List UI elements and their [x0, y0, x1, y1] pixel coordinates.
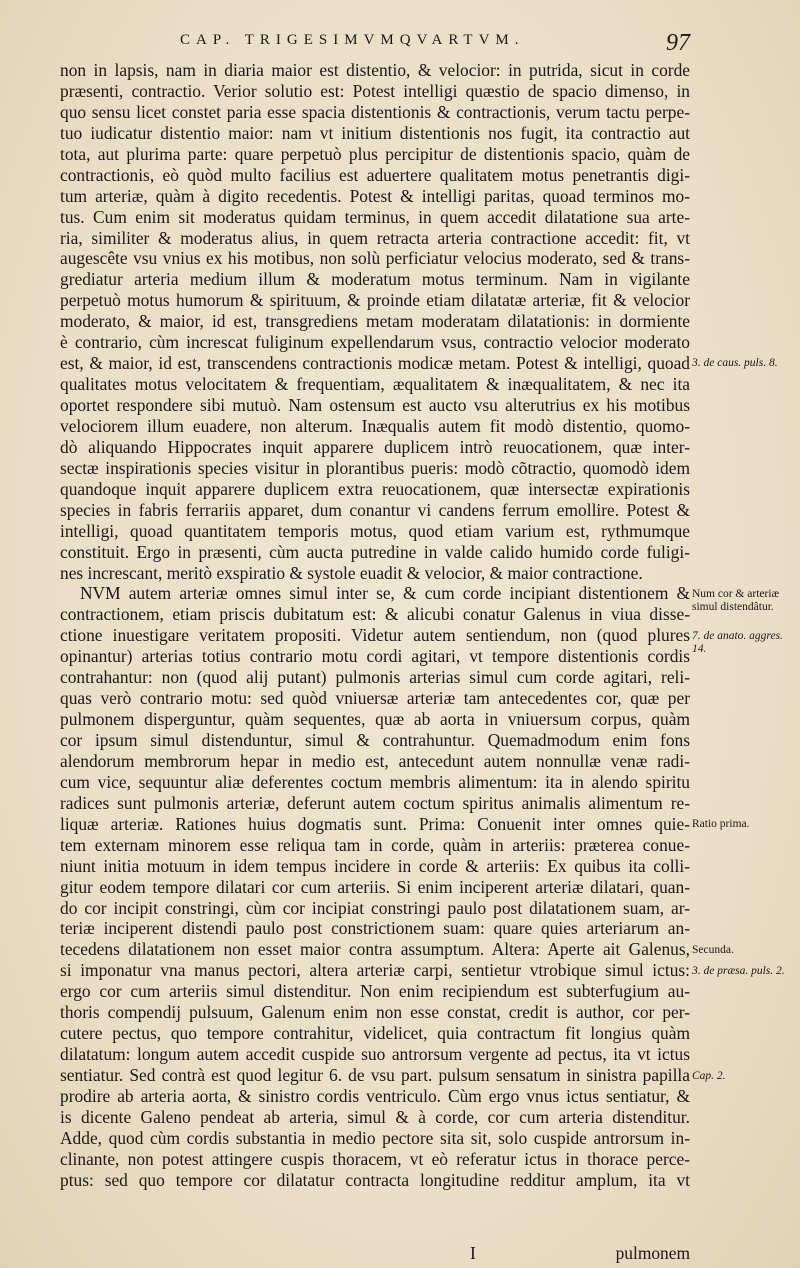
text-line: niunt initia motuum in idem tempus incidere in corde & arteriis: Ex quibus ita colli- — [60, 855, 690, 876]
text-line: ctione inuestigare veritatem propositi. Videtur autem sentiendum, non (quod plures — [60, 625, 690, 646]
margin-note: Cap. 2. — [692, 1069, 726, 1082]
text-line: clinante, non potest attingere cuspis thoracem, vt eò referatur ictus in thorace perce- — [60, 1148, 690, 1169]
text-line: NVM autem arteriæ omnes simul inter se, & cum corde incipiant distentionem & — [80, 583, 690, 604]
text-line: opinantur) arterias totius contrario motu cordi agitari, vt tempore distentionis cordis — [60, 646, 690, 667]
text-line: tus. Cum enim sit moderatus quidam terminus, in quem accedit dilatatione sua arte- — [60, 206, 690, 227]
running-title: CAP. TRIGESIMVMQVARTVM. — [180, 32, 525, 48]
text-line: dilatatum: longum autem accedit cuspide suo antrorsum vergente ad pectus, ita vt ictus — [60, 1044, 690, 1065]
text-line: est, & maior, id est, transcendens contractionis modicæ metam. Potest & intelligi, quoad — [60, 353, 690, 374]
text-line: constituit. Ergo in præsenti, cùm aucta putredine in valde calido humido corde fuligi- — [60, 541, 690, 562]
text-line: perpetuò motus humorum & spirituum, & proinde etiam dilatatæ arteriæ, fit & velocior — [60, 290, 690, 311]
page-footer — [60, 1243, 690, 1265]
text-line: quo sensu licet constet paria esse spacia distentionis & contractionis, verum tactu perpe- — [60, 101, 690, 122]
margin-note: Ratio prima. — [692, 818, 750, 831]
text-line: qualitates motus velocitatem & frequentiam, æqualitatem & inæqualitatem, & nec ita — [60, 374, 690, 395]
text-line: tecedens dilatationem non esset maior contra assumptum. Altera: Aperte ait Galenus, — [60, 939, 690, 960]
margin-note: Secunda. — [692, 943, 734, 956]
text-line: do cor incipit constringi, cùm cor incipiat constringi paulo post dilatationem suam, ar- — [60, 897, 690, 918]
text-line: tem externam minorem esse reliqua tam in corde, quàm in arteriis: præterea conue- — [60, 834, 690, 855]
text-line: præsenti, contractio. Verior solutio est: Potest intelligi quæstio de spacio dimenso, in — [60, 80, 690, 101]
text-line: oportet respondere sibi mutuò. Nam ostensum est aucto vsu alterutrius ex his motibus — [60, 395, 690, 415]
text-line: tum arteriæ, quàm à digito recedentis. Potest & intelligi paritas, quoad terminos mo- — [60, 185, 690, 206]
running-header — [170, 30, 690, 60]
text-line: cum vice, sequuntur aliæ deferentes coctum membris alimentum: ita in alendo spiritu — [60, 771, 690, 792]
text-line: tuo iudicatur distentio maior: nam vt initium distentionis nos fugit, ita contractio aut — [60, 122, 690, 143]
text-line: Adde, quod cùm cordis substantia in medio pectore sita sit, solo cuspide antrorsum in- — [60, 1127, 690, 1148]
text-line: gitur eodem tempore dilatari cor cum arteriis. Si enim inciperent arteriæ dilatari, quan- — [60, 876, 690, 897]
margin-note: 3. de caus. puls. 8. — [692, 357, 778, 370]
text-line: ria, similiter & moderatus alius, in quem retracta arteria contractione accedit: fit, vt — [60, 227, 690, 248]
text-line: quas verò contrario motu: sed quòd vniuersæ arteriæ tam antecedentes cor, quæ per — [60, 688, 690, 709]
signature-mark: I — [470, 1243, 476, 1263]
text-line: species in fabris ferrariis apparet, dum conantur vi candens ferrum emollire. Potest & — [60, 499, 690, 520]
text-line: contrahantur: non (quod alij putant) pulmonis arterias simul cum corde agitari, reli- — [60, 667, 690, 688]
text-line: moderato, & maior, id est, transgrediens metam moderatam dilatationis: in dormiente — [60, 311, 690, 332]
text-line: augescête vsu vnius ex his motibus, non solù perficiatur velocius moderato, sed & trans- — [60, 248, 690, 269]
text-line: intelligi, quoad quantitatem temporis motus, quod etiam varium est, rythmumque — [60, 520, 690, 541]
margin-note: 7. de anato. aggres. 14. — [692, 629, 783, 655]
text-line: prodire ab arteria aorta, & sinistro cordis ventriculo. Cùm ergo vnus ictus sentiatur, & — [60, 1085, 690, 1106]
text-line: sentiatur. Sed contrà est quod legitur 6. de vsu part. pulsum sensatum in sinistra papilla — [60, 1065, 690, 1085]
text-line: ptus: sed quo tempore cor dilatatur contracta longitudine redditur amplum, ita vt — [60, 1169, 690, 1190]
page-number: 97 — [666, 30, 690, 56]
text-line: thoris compendij pulsuum, Galenum enim non esse constat, credit is author, cor per- — [60, 1002, 690, 1023]
margin-note: 3. de præsa. puls. 2. — [692, 964, 785, 977]
text-line: quandoque inquit apparere duplicem extra reuocationem, quæ intersectæ expirationis — [60, 478, 690, 499]
margin-note: Num cor & arteriæ simul distendâtur. — [692, 587, 780, 613]
text-line: is dicente Galeno pendeat ab arteria, simul & à corde, cor cum arteria distenditur. — [60, 1106, 690, 1127]
text-line: non in lapsis, nam in diaria maior est distentio, & velocior: in putrida, sicut in corde — [60, 60, 690, 80]
text-line: sectæ inspirationis species visitur in plorantibus pueris: modò cõtractio, quomodò idem — [60, 457, 690, 478]
text-line: cor ipsum simul distenduntur, simul & contrahuntur. Quemadmodum enim fons — [60, 730, 690, 750]
text-line: velociorem illum euadere, non alterum. Inæqualis autem fit modò distentio, quomo- — [60, 415, 690, 436]
text-line: si imponatur vna manus pectori, altera arteriæ carpi, sentietur vtrobique simul ictus: — [60, 960, 690, 981]
body-text — [60, 60, 690, 1191]
text-line: ergo cor cum arteriis simul distenditur. Non enim recipiendum est subterfugium au- — [60, 981, 690, 1002]
text-line: pulmonem disperguntur, quàm sequentes, quæ ab aorta in vniuersum corpus, quàm — [60, 709, 690, 730]
text-line: contractionem, etiam priscis dubitatum est: & alicubi conatur Galenus in viua disse- — [60, 604, 690, 625]
catchword: pulmonem — [615, 1243, 690, 1263]
text-line: liquæ arteriæ. Rationes huius dogmatis sunt. Prima: Conuenit inter omnes quie- — [60, 813, 690, 834]
text-line: radices sunt pulmonis arteriæ, deferunt autem coctum spiritus animalis alimentum re- — [60, 792, 690, 813]
text-line: contractionis, eò quòd multo facilius est aduertere qualitatem motus penetrantis digi- — [60, 164, 690, 185]
text-line: alendorum membrorum hepar in medio est, antecedunt autem nonnullæ venæ radi- — [60, 750, 690, 771]
text-line: cutere pectus, quo tempore contrahitur, videlicet, quia contractum fit longius quàm — [60, 1023, 690, 1044]
text-line: nes increscant, meritò exspiratio & systole euadit & velocior, & maior contractione. — [60, 562, 643, 583]
text-line: è contrario, cùm increscat fuliginum expellendarum vsus, contractio velocior moderato — [60, 332, 690, 353]
text-line: teriæ inciperent distendi paulo post constrictionem suam: quare quies arteriarum an- — [60, 918, 690, 939]
text-line: dò aliquando Hippocrates inquit apparere duplicem intrò reuocationem, quæ inter- — [60, 436, 690, 457]
text-line: tota, aut plurima parte: quare perpetuò plus percipitur de distentionis spacio, quàm de — [60, 143, 690, 164]
text-line: grediatur arteria medium illum & moderatum motus terminum. Nam in vigilante — [60, 269, 690, 290]
